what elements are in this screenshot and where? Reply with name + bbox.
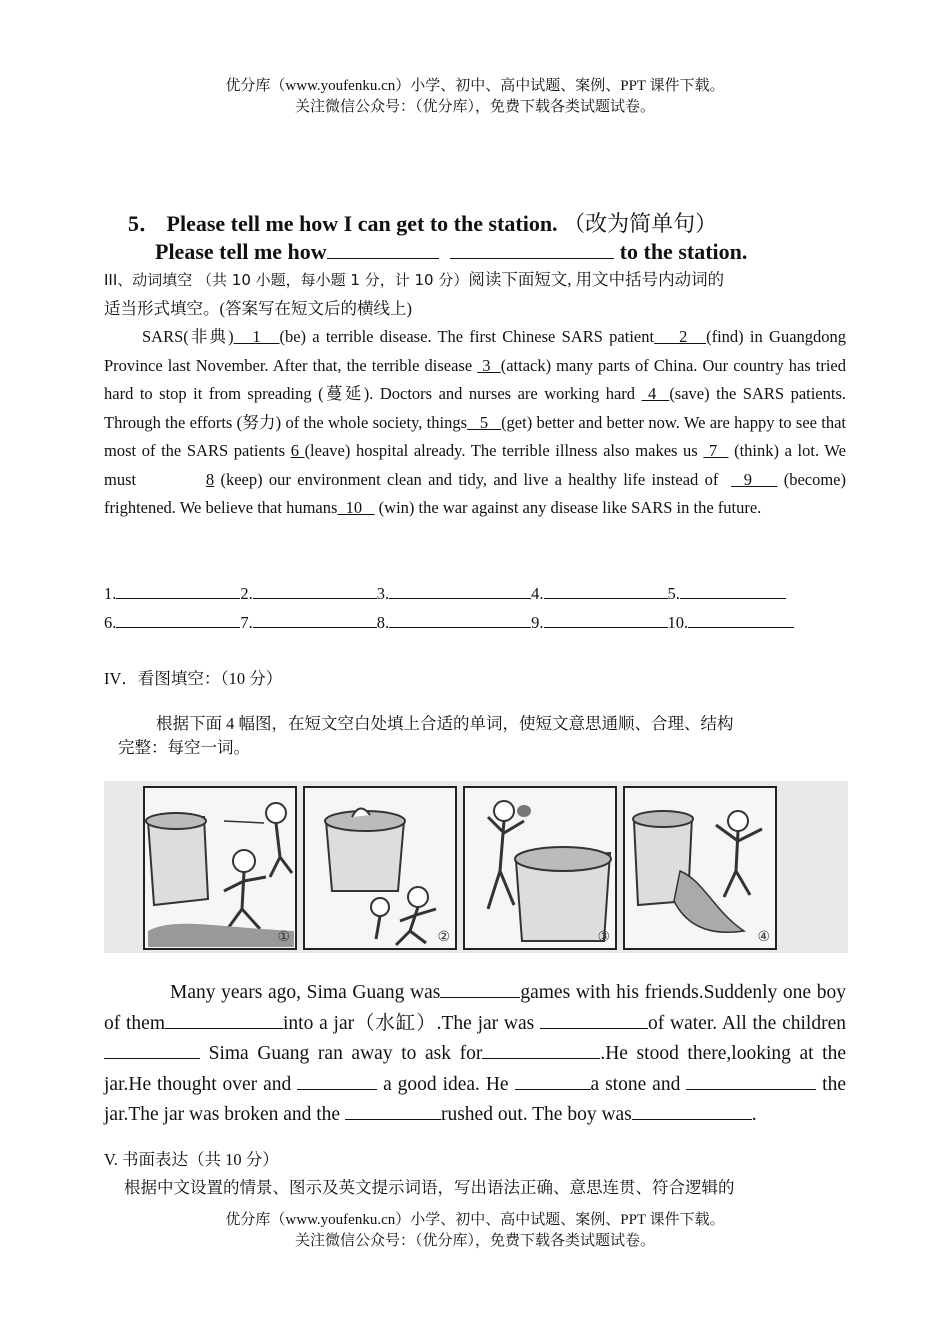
header-line-1: 优分库（www.youfenku.cn）小学、初中、高中试题、案例、PPT 课件下载。 [225,78,725,94]
numbered-blank[interactable]: 8 [205,469,215,489]
answer-blank[interactable] [253,580,377,599]
numbered-blank[interactable]: 6 [290,441,305,460]
passage-text: (leave) hospital already. The terrible illness also makes us [304,441,704,460]
passage-text: (keep) our environment clean and tidy, and live a healthy life instead of [214,469,732,489]
story-blank[interactable] [104,1038,200,1059]
numbered-blank[interactable]: 7 [703,441,729,460]
section-3-heading [104,266,846,323]
story-text: Sima Guang ran away to ask for [200,1043,483,1064]
numbered-blank[interactable]: 3 [477,355,501,375]
passage-text: (think) a lot. We must [104,441,851,489]
comic-panel-4 [624,787,776,949]
story-blank[interactable] [165,1008,283,1029]
passage-text: SARS(非典) [142,327,234,346]
section-4-instruction-a: 根据下面 4 幅图，在短文空白处填上合适的单词，使短文意思通顺、合理、结构 [156,714,734,733]
numbered-blank[interactable]: 5 [467,412,502,432]
answer-label: 10. [667,613,689,632]
answer-blank[interactable] [544,580,668,599]
answer-prefix: Please tell me how [155,239,327,264]
story-text: the jar.The jar was broken and the [104,1073,846,1125]
story-blank[interactable] [440,977,520,998]
passage-text: (become) frightened. We believe that humans [104,469,851,517]
question-sentence: Please tell me how I can get to the station. [166,211,558,236]
answer-blank[interactable] [253,609,377,628]
answer-label: 9. [531,613,544,632]
story-blank[interactable] [297,1069,377,1090]
comic-panel-2 [304,787,456,949]
footer-line-1: 优分库（www.youfenku.cn）小学、初中、高中试题、案例、PPT 课件下载。 [225,1212,725,1228]
story-text: . [751,1104,757,1125]
section-3-instruction-b: 适当形式填空。(答案写在短文后的横线上) [104,298,412,318]
answer-label: 6. [104,613,117,632]
page-header [0,76,950,118]
answer-blank[interactable] [389,580,531,599]
answer-blank[interactable] [116,609,240,628]
answer-label: 5. [667,584,680,603]
answer-blank-1[interactable] [327,238,439,259]
passage-text: (win) the war against any disease like SARS in the future. [374,498,762,517]
panel-number: ③ [597,930,610,945]
numbered-blank[interactable]: 10 [337,498,375,517]
story-text: of water. All the children [648,1012,846,1034]
panel-number: ④ [757,930,770,945]
header-line-2: 关注微信公众号：（优分库），免费下载各类试题试卷。 [294,99,655,115]
story-blank[interactable] [540,1008,648,1029]
section-4-instructions [118,712,838,760]
panel-number: ② [437,930,450,945]
passage-text: (save) the SARS patients. Through the efforts (努力) of the whole society, things [104,384,850,432]
story-text: rushed out. The boy was [440,1104,632,1125]
numbered-blank[interactable]: 4 [641,384,670,403]
story-text: a stone and [590,1073,687,1095]
answer-label: 2. [240,584,253,603]
answer-label: 8. [376,613,390,632]
numbered-blank[interactable]: 2 [654,327,707,346]
answer-blank-2[interactable] [450,238,614,259]
section-5-title: V. 书面表达（共 10 分） [104,1150,279,1169]
answer-row-2 [104,609,794,637]
answer-blank[interactable] [544,609,668,628]
answer-blank[interactable] [680,580,786,599]
passage-text: (attack) many parts of China. Our country has tried hard to stop it from spreading (蔓延). Doctors and nurses are working hard [104,355,851,403]
story-text: .He stood there,looking at the jar.He thought over and [104,1043,846,1095]
answer-row-1 [104,580,786,608]
section-4-story [104,977,846,1130]
story-blank[interactable] [482,1038,600,1059]
section-4-title: IV．看图填空：（10 分） [104,669,283,688]
passage-text: (be) a terrible disease. The first Chinese SARS patient [279,327,655,346]
answer-label: 7. [240,613,253,632]
story-text: a good idea. He [377,1073,515,1095]
answer-suffix: to the station. [614,239,748,264]
comic-strip-image [104,781,848,953]
story-text: Many years ago, Sima Guang was [170,982,441,1003]
answer-blank[interactable] [389,609,531,628]
story-text: into a jar（水缸）.The jar was [283,1012,540,1034]
passage-text: (find) in Guangdong Province last November. After that, the terrible disease [104,327,851,375]
section-3-title: III、动词填空 （共 10 小题，每小题 1 分，计 10 分） [104,271,469,289]
section-3-instruction-a: 阅读下面短文, 用文中括号内动词的 [468,270,725,289]
question-instruction: （改为简单句） [563,211,718,236]
passage-text: (get) better and better now. We are happy to see that most of the SARS patients [104,412,851,460]
answer-blank[interactable] [688,609,794,628]
answer-label: 3. [376,584,390,603]
story-blank[interactable] [515,1069,591,1090]
story-blank[interactable] [686,1069,816,1090]
answer-label: 4. [531,584,544,603]
question-number: 5． [128,211,162,236]
numbered-blank[interactable]: 1 [233,327,280,346]
panel-number: ① [277,930,290,945]
story-blank[interactable] [345,1099,441,1120]
section-4-instruction-b: 完整：每空一词。 [118,738,250,757]
page-footer [0,1210,950,1252]
comic-panel-3 [464,787,616,949]
answer-label: 1. [104,584,117,603]
numbered-blank[interactable]: 9 [731,469,778,489]
footer-line-2: 关注微信公众号：（优分库），免费下载各类试题试卷。 [294,1233,655,1249]
section-3-passage [104,323,851,523]
comic-panel-1 [144,787,296,949]
question-5 [128,210,888,266]
section-5-instruction: 根据中文设置的情景、图示及英文提示词语，写出语法正确、意思连贯、符合逻辑的 [124,1178,735,1197]
story-blank[interactable] [632,1099,752,1120]
answer-blank[interactable] [116,580,240,599]
story-text: games with his friends.Suddenly one boy of them [104,982,846,1034]
